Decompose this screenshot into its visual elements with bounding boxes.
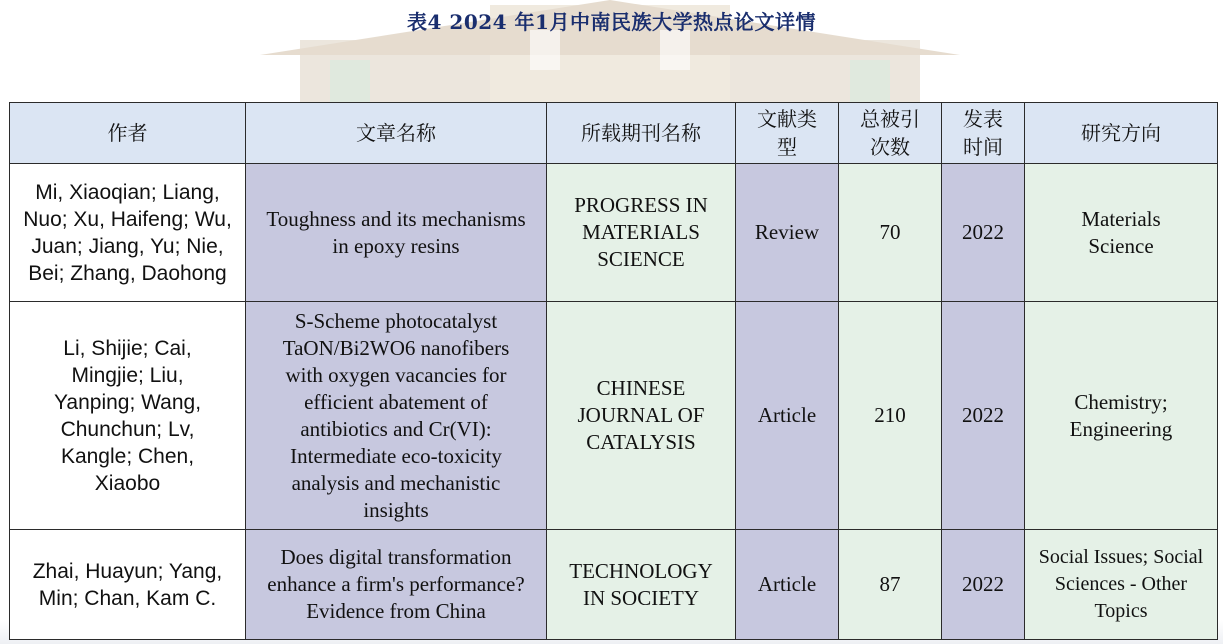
header-citations: 总被引次数 (839, 103, 942, 164)
doc-type-cell: Article (736, 530, 839, 640)
table-header-row (10, 103, 1218, 164)
title-cell: Does digital transformation enhance a firm's performance? Evidence from China (246, 530, 547, 640)
year-cell: 2022 (942, 530, 1025, 640)
citations-cell: 87 (839, 530, 942, 640)
citations-cell: 210 (839, 302, 942, 530)
journal-cell: CHINESE JOURNAL OF CATALYSIS (547, 302, 736, 530)
title-cell: S-Scheme photocatalyst TaON/Bi2WO6 nanofibers with oxygen vacancies for efficient abatement of antibiotics and Cr(VI): Intermediate eco-toxicity analysis and mechanistic insights (246, 302, 547, 530)
journal-cell: PROGRESS IN MATERIALS SCIENCE (547, 164, 736, 302)
author-cell: Li, Shijie; Cai, Mingjie; Liu, Yanping; Wang, Chunchun; Lv, Kangle; Chen, Xiaobo (10, 302, 246, 530)
hot-papers-table (9, 102, 1218, 640)
page-title: 表4 2024 年1月中南民族大学热点论文详情 (407, 10, 816, 34)
journal-cell: TECHNOLOGY IN SOCIETY (547, 530, 736, 640)
doc-type-cell: Article (736, 302, 839, 530)
header-doc-type: 文献类型 (736, 103, 839, 164)
header-field: 研究方向 (1025, 103, 1218, 164)
field-cell: Chemistry; Engineering (1025, 302, 1218, 530)
header-title: 文章名称 (246, 103, 547, 164)
author-cell: Mi, Xiaoqian; Liang, Nuo; Xu, Haifeng; Wu, Juan; Jiang, Yu; Nie, Bei; Zhang, Daohong (10, 164, 246, 302)
header-author: 作者 (10, 103, 246, 164)
author-cell: Zhai, Huayun; Yang, Min; Chan, Kam C. (10, 530, 246, 640)
year-cell: 2022 (942, 302, 1025, 530)
header-journal: 所载期刊名称 (547, 103, 736, 164)
table-row (10, 530, 1218, 640)
citations-cell: 70 (839, 164, 942, 302)
title-cell: Toughness and its mechanisms in epoxy resins (246, 164, 547, 302)
field-cell: Social Issues; Social Sciences - Other Topics (1025, 530, 1218, 640)
table-row (10, 164, 1218, 302)
field-cell: Materials Science (1025, 164, 1218, 302)
header-year: 发表时间 (942, 103, 1025, 164)
table-row (10, 302, 1218, 530)
year-cell: 2022 (942, 164, 1025, 302)
doc-type-cell: Review (736, 164, 839, 302)
